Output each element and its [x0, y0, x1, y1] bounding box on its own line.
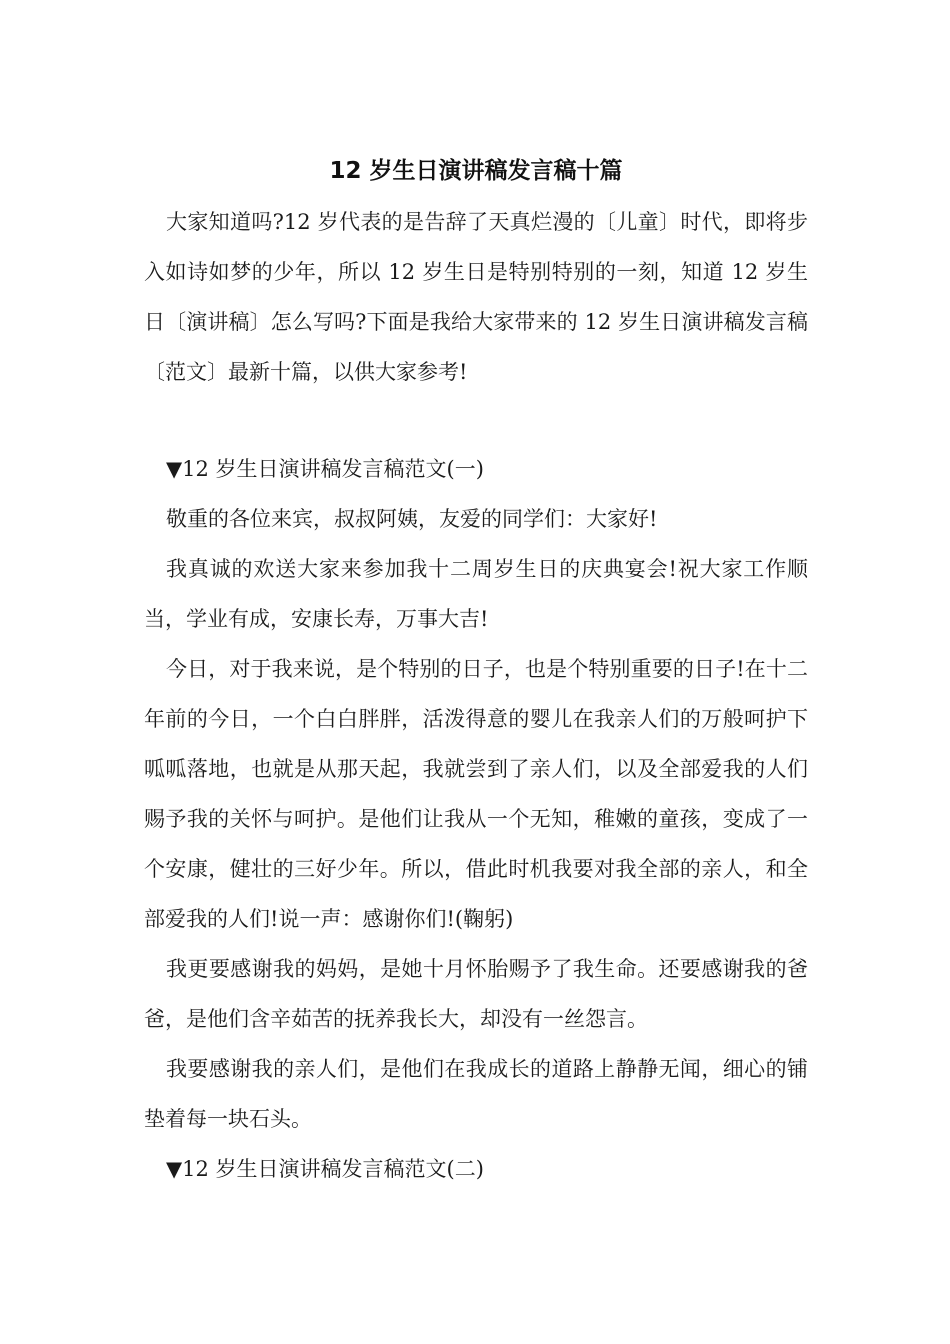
section-1-paragraph: 我更要感谢我的妈妈，是她十月怀胎赐予了我生命。还要感谢我的爸爸，是他们含辛茹苦的抚养我长大，却没有一丝怨言。 — [144, 957, 808, 1031]
section-heading-text: 12 岁生日演讲稿发言稿范文(一) — [182, 457, 484, 481]
section-heading-text: 12 岁生日演讲稿发言稿范文(二) — [182, 1157, 484, 1181]
section-heading-2 — [144, 1144, 808, 1194]
intro-paragraph: 大家知道吗?12 岁代表的是告辞了天真烂漫的〔儿童〕时代，即将步入如诗如梦的少年，所以 12 岁生日是特别特别的一刻，知道 12 岁生日〔演讲稿〕怎么写吗?下面是我给大家带来的 12 岁生日演讲稿发言稿〔范文〕最新十篇，以供大家参考! — [144, 210, 808, 384]
section-1-paragraph: 敬重的各位来宾，叔叔阿姨，友爱的同学们：大家好! — [166, 507, 658, 531]
document-title: 12 岁生日演讲稿发言稿十篇 — [329, 158, 623, 184]
section-1-paragraph: 我真诚的欢送大家来参加我十二周岁生日的庆典宴会!祝大家工作顺当，学业有成，安康长寿，万事大吉! — [144, 557, 808, 631]
triangle-marker-icon: ▼ — [166, 457, 183, 481]
section-1-paragraph: 我要感谢我的亲人们，是他们在我成长的道路上静静无闻，细心的铺垫着每一块石头。 — [144, 1057, 808, 1131]
triangle-marker-icon: ▼ — [166, 1157, 183, 1181]
document-body — [144, 150, 808, 1194]
section-1-paragraph: 今日，对于我来说，是个特别的日子，也是个特别重要的日子!在十二年前的今日，一个白白胖胖，活泼得意的婴儿在我亲人们的万般呵护下呱呱落地，也就是从那天起，我就尝到了亲人们，以及全部爱我的人们赐予我的关怀与呵护。是他们让我从一个无知，稚嫩的童孩，变成了一个安康，健壮的三好少年。所以，借此时机我要对我全部的亲人，和全部爱我的人们!说一声：感谢你们!(鞠躬) — [144, 657, 808, 931]
section-heading-1 — [144, 444, 808, 494]
